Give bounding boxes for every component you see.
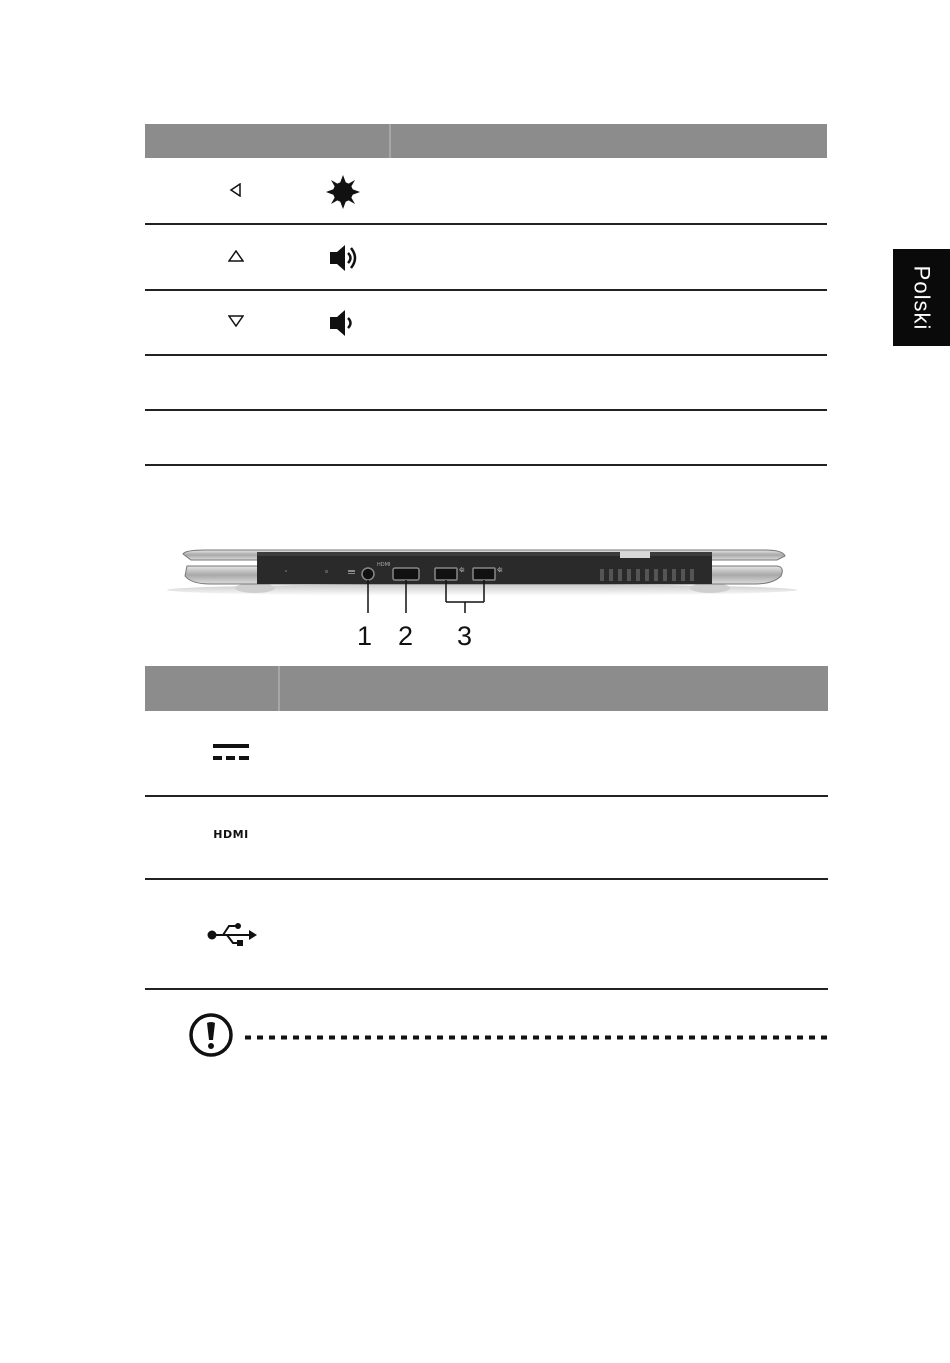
ports-table-header: [145, 666, 828, 711]
note-divider: [245, 1027, 828, 1032]
language-tab: [893, 249, 950, 346]
row-divider: [145, 223, 827, 225]
row-divider: [145, 354, 827, 356]
callout-3: 3: [457, 621, 473, 651]
svg-text:HDMI: HDMI: [377, 562, 391, 568]
callout-1: 1: [357, 621, 373, 651]
volume-up-icon: [324, 240, 364, 276]
row-divider: [145, 409, 827, 411]
callout-2: 2: [398, 621, 414, 651]
row-divider: [145, 988, 828, 990]
laptop-rear-view: [165, 540, 800, 660]
hotkey-table-header: [145, 124, 827, 158]
svg-text:⭅: ⭅: [459, 567, 465, 574]
usb-icon: [204, 920, 260, 948]
language-tab-label: Polski: [909, 265, 935, 330]
hdmi-icon: HDMI: [213, 827, 249, 841]
down-triangle-icon: [222, 310, 250, 332]
svg-text:⭅: ⭅: [497, 567, 503, 574]
row-divider: [145, 464, 827, 466]
left-triangle-icon: [222, 177, 250, 203]
brightness-icon: [322, 171, 364, 213]
row-divider: [145, 795, 828, 797]
row-divider: [145, 289, 827, 291]
dc-in-icon: [210, 740, 252, 766]
header-divider: [389, 124, 391, 158]
volume-down-icon: [324, 305, 364, 341]
warning-icon: [187, 1011, 235, 1059]
header-divider: [278, 666, 280, 711]
row-divider: [145, 878, 828, 880]
up-triangle-icon: [222, 245, 250, 267]
